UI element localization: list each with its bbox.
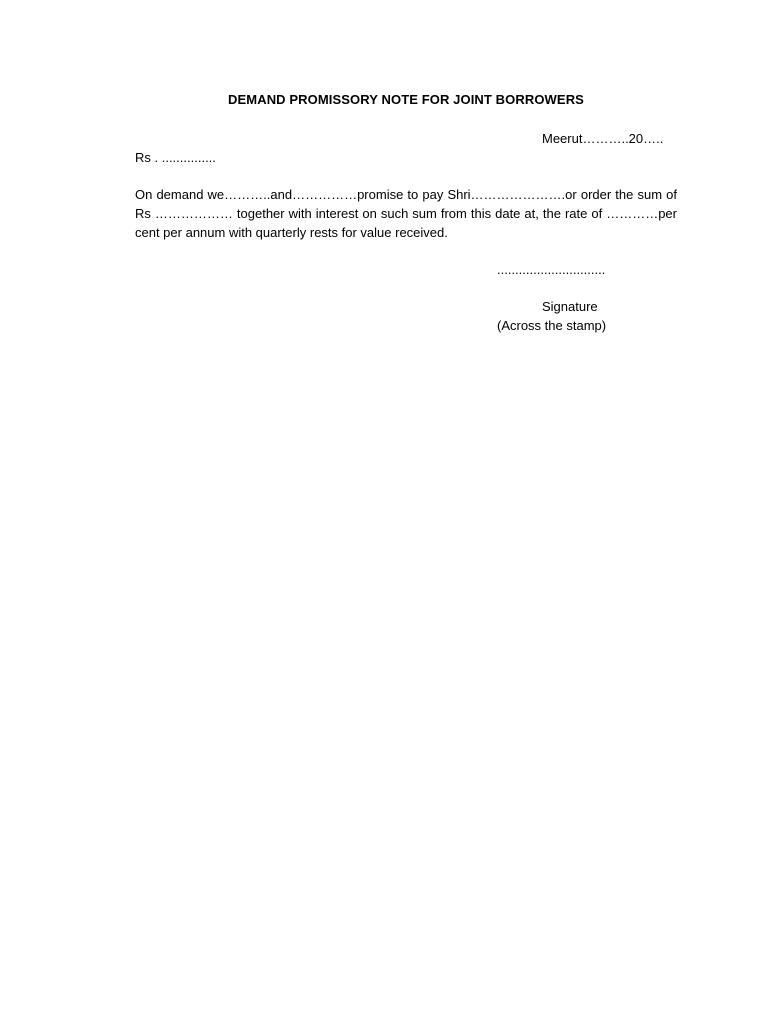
document-title: DEMAND PROMISSORY NOTE FOR JOINT BORROWERS (228, 92, 584, 107)
signature-note: (Across the stamp) (497, 318, 607, 333)
place-date-line: Meerut………..20….. (542, 131, 664, 146)
amount-line: Rs . ............... (135, 150, 216, 165)
signature-label: Signature (542, 299, 598, 314)
promise-paragraph: On demand we………..and……………promise to pay Shri………………….or order the sum of Rs ……………… together with interest on such sum from this date at, the rate of …………per cent per annum with quarterly rests for value received. (135, 187, 677, 240)
signature-line: .............................. (497, 262, 606, 277)
